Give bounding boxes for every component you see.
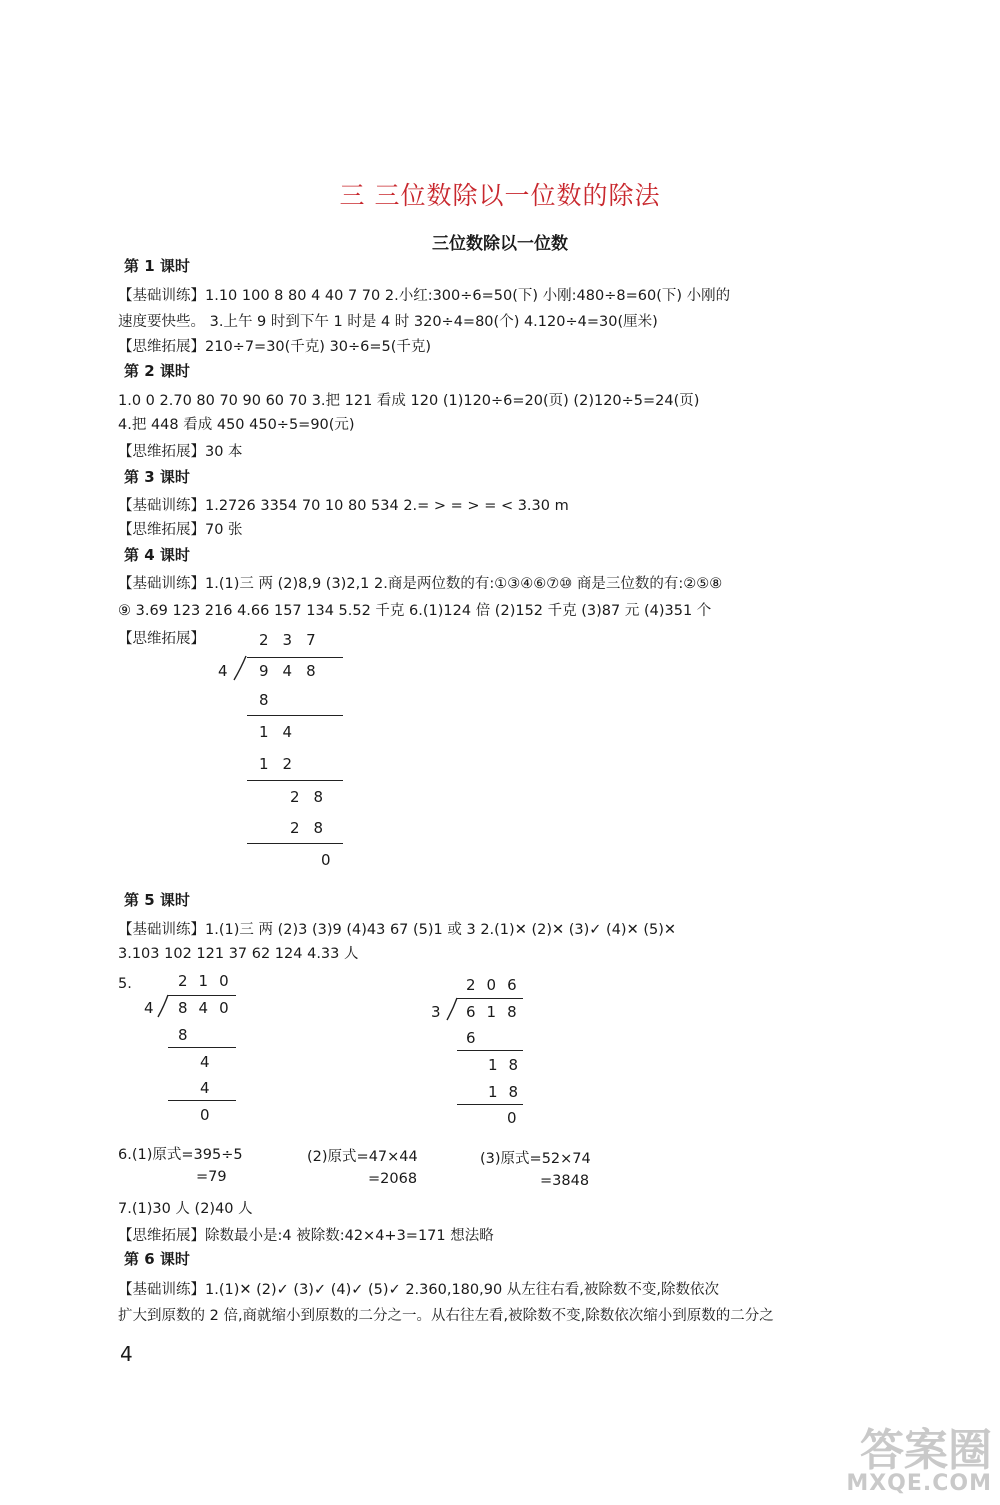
step-4: 28 xyxy=(290,788,338,806)
section-title: 三位数除以一位数 xyxy=(432,234,568,254)
lesson-1-heading: 第 1 课时 xyxy=(124,257,190,275)
step-3: 4 xyxy=(200,1079,224,1097)
divisor: 3 xyxy=(431,1003,455,1021)
step-4: 0 xyxy=(200,1106,224,1124)
question-5-label: 5. xyxy=(118,976,132,992)
lesson-5-line-2: 3.103 102 121 37 62 124 4.33 人 xyxy=(118,946,359,962)
lesson-4-heading: 第 4 课时 xyxy=(124,546,190,564)
lesson-5-heading: 第 5 课时 xyxy=(124,891,190,909)
lesson-6-line-2: 扩大到原数的 2 倍,商就缩小到原数的二分之一。从右往左看,被除数不变,除数依次缩小到原数的二分之 xyxy=(118,1308,774,1324)
step-2: 14 xyxy=(259,723,307,741)
lesson-2-line-3: 【思维拓展】30 本 xyxy=(118,444,243,460)
step-2: 18 xyxy=(488,1056,530,1074)
lesson-2-line-2: 4.把 448 看成 450 450÷5=90(元) xyxy=(118,417,355,433)
lesson-5-extension: 【思维拓展】除数最小是:4 被除数:42×4+3=171 想法略 xyxy=(118,1228,494,1244)
lesson-6-heading: 第 6 课时 xyxy=(124,1250,190,1268)
step-1: 8 xyxy=(259,691,283,709)
step-1: 8 xyxy=(178,1026,202,1044)
watermark-line-1: 答案圈 xyxy=(860,1425,992,1476)
lesson-1-line-1: 【基础训练】1.10 100 8 80 4 40 7 70 2.小红:300÷6=50(下) 小刚:480÷8=60(下) 小刚的 xyxy=(118,288,731,304)
step-1: 6 xyxy=(466,1029,490,1047)
dividend: 840 xyxy=(178,999,240,1017)
lesson-4-line-1: 【基础训练】1.(1)三 两 (2)8,9 (3)2,1 2.商是两位数的有:①③④⑥⑦⑩ 商是三位数的有:②⑤⑧ xyxy=(118,576,723,592)
lesson-4-line-2: ⑨ 3.69 123 216 4.66 157 134 5.52 千克 6.(1)124 倍 (2)152 千克 (3)87 元 (4)351 个 xyxy=(118,603,712,619)
lesson-2-line-1: 1.0 0 2.70 80 70 90 60 70 3.把 121 看成 120 (1)120÷6=20(页) (2)120÷5=24(页) xyxy=(118,393,700,409)
quotient: 210 xyxy=(178,972,240,990)
divisor: 4 xyxy=(218,662,242,680)
lesson-4-line-3: 【思维拓展】 xyxy=(118,631,205,647)
q6-b-line-2: =2068 xyxy=(368,1171,418,1187)
step-4: 0 xyxy=(507,1109,531,1127)
step-3: 12 xyxy=(259,755,307,773)
lesson-5-line-1: 【基础训练】1.(1)三 两 (2)3 (3)9 (4)43 67 (5)1 或 3 2.(1)✕ (2)✕ (3)✓ (4)✕ (5)✕ xyxy=(118,922,677,938)
step-5: 28 xyxy=(290,819,338,837)
q6-c-line-2: =3848 xyxy=(540,1173,590,1189)
quotient: 237 xyxy=(259,631,330,649)
watermark-logo xyxy=(846,1425,992,1496)
q6-a-line-1: 6.(1)原式=395÷5 xyxy=(118,1147,243,1163)
dividend: 948 xyxy=(259,662,330,680)
q6-b-line-1: (2)原式=47×44 xyxy=(307,1149,418,1165)
step-2: 4 xyxy=(200,1053,224,1071)
chapter-title: 三 三位数除以一位数的除法 xyxy=(339,181,661,210)
lesson-2-heading: 第 2 课时 xyxy=(124,362,190,380)
lesson-3-line-1: 【基础训练】1.2726 3354 70 10 80 534 2.= > = > = < 3.30 m xyxy=(118,498,569,514)
page-number: 4 xyxy=(120,1342,133,1366)
dividend: 618 xyxy=(466,1003,528,1021)
step-6: 0 xyxy=(321,851,345,869)
lesson-1-line-2: 速度要快些。 3.上午 9 时到下午 1 时是 4 时 320÷4=80(个) 4.120÷4=30(厘米) xyxy=(118,314,658,330)
lesson-6-line-1: 【基础训练】1.(1)✕ (2)✓ (3)✓ (4)✓ (5)✓ 2.360,180,90 从左往右看,被除数不变,除数依次 xyxy=(118,1282,720,1298)
watermark-line-2: MXQE.COM xyxy=(846,1471,992,1496)
divisor: 4 xyxy=(144,999,168,1017)
q6-c-line-1: (3)原式=52×74 xyxy=(480,1151,591,1167)
step-3: 18 xyxy=(488,1083,530,1101)
lesson-3-heading: 第 3 课时 xyxy=(124,468,190,486)
lesson-3-line-2: 【思维拓展】70 张 xyxy=(118,522,243,538)
quotient: 206 xyxy=(466,976,528,994)
lesson-1-line-3: 【思维拓展】210÷7=30(千克) 30÷6=5(千克) xyxy=(118,339,432,355)
question-7: 7.(1)30 人 (2)40 人 xyxy=(118,1201,253,1217)
q6-a-line-2: =79 xyxy=(196,1169,227,1185)
